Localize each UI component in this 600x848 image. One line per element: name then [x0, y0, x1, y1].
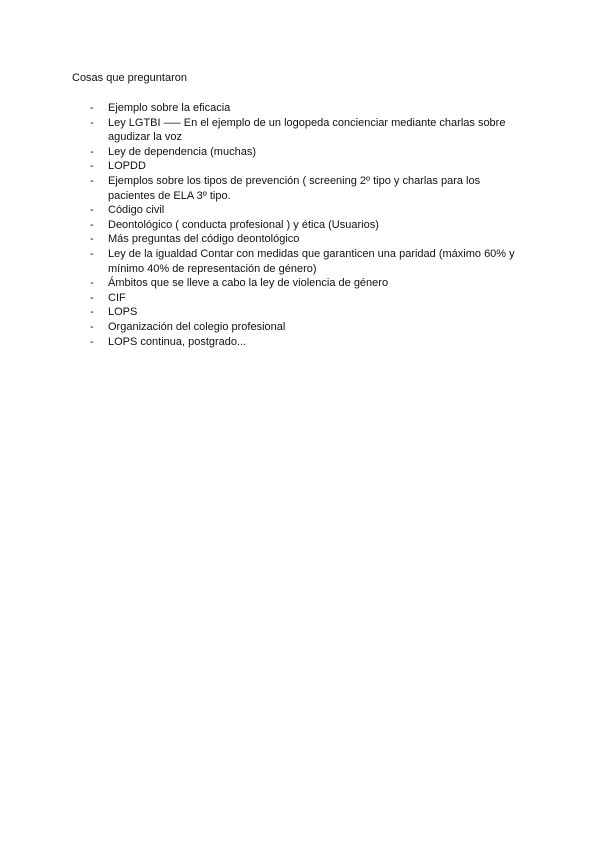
bullet-dash: -: [90, 247, 94, 260]
list-item-text: Ejemplo sobre la eficacia: [108, 102, 231, 114]
list-item-text: Más preguntas del código deontológico: [108, 233, 300, 246]
bullet-dash: -: [90, 174, 94, 187]
bullet-dash: -: [90, 116, 94, 129]
bullet-dash: -: [90, 335, 94, 348]
bullet-dash: -: [90, 233, 94, 246]
list-item-text: Ley LGTBI —– En el ejemplo de un logopeda concienciar mediante charlas sobre agudizar la voz: [108, 116, 506, 144]
bullet-dash: -: [90, 320, 94, 333]
question-list: [0, 101, 600, 349]
list-item: [0, 116, 600, 145]
list-item-text: Código civil: [108, 204, 165, 217]
list-item: [0, 101, 600, 116]
list-item-text: Deontológico ( conducta profesional ) y ética (Usuarios): [108, 218, 379, 231]
list-item: [0, 291, 600, 306]
list-item: [0, 320, 600, 335]
bullet-dash: -: [90, 102, 94, 114]
bullet-dash: -: [90, 277, 94, 290]
list-item: [0, 159, 600, 174]
list-item: [0, 174, 600, 203]
list-item-text: Ley de dependencia (muchas): [108, 145, 256, 158]
list-item-text: LOPDD: [108, 160, 146, 173]
list-item-text: LOPS continua, postgrado...: [108, 335, 247, 348]
bullet-dash: -: [90, 145, 94, 158]
bullet-dash: -: [90, 218, 94, 231]
bullet-dash: -: [90, 204, 94, 217]
list-item-text: Organización del colegio profesional: [108, 320, 286, 333]
list-item-text: Ley de la igualdad Contar con medidas que garanticen una paridad (máximo 60% y mínimo 40% de representación de género): [108, 247, 515, 275]
list-item: [0, 203, 600, 218]
list-item: [0, 247, 600, 276]
bullet-dash: -: [90, 160, 94, 173]
list-item: [0, 145, 600, 160]
list-item: [0, 232, 600, 247]
list-item: [0, 218, 600, 233]
list-item-text: LOPS: [108, 306, 138, 319]
bullet-dash: -: [90, 306, 94, 319]
list-item-text: Ámbitos que se lleve a cabo la ley de violencia de género: [108, 277, 389, 290]
list-item: [0, 335, 600, 350]
bullet-dash: -: [90, 291, 94, 304]
list-item: [0, 305, 600, 320]
document-title: Cosas que preguntaron: [72, 72, 187, 84]
list-item-text: CIF: [108, 291, 126, 304]
list-item-text: Ejemplos sobre los tipos de prevención ( screening 2º tipo y charlas para los pacientes de ELA 3º tipo.: [108, 174, 481, 202]
list-item: [0, 276, 600, 291]
